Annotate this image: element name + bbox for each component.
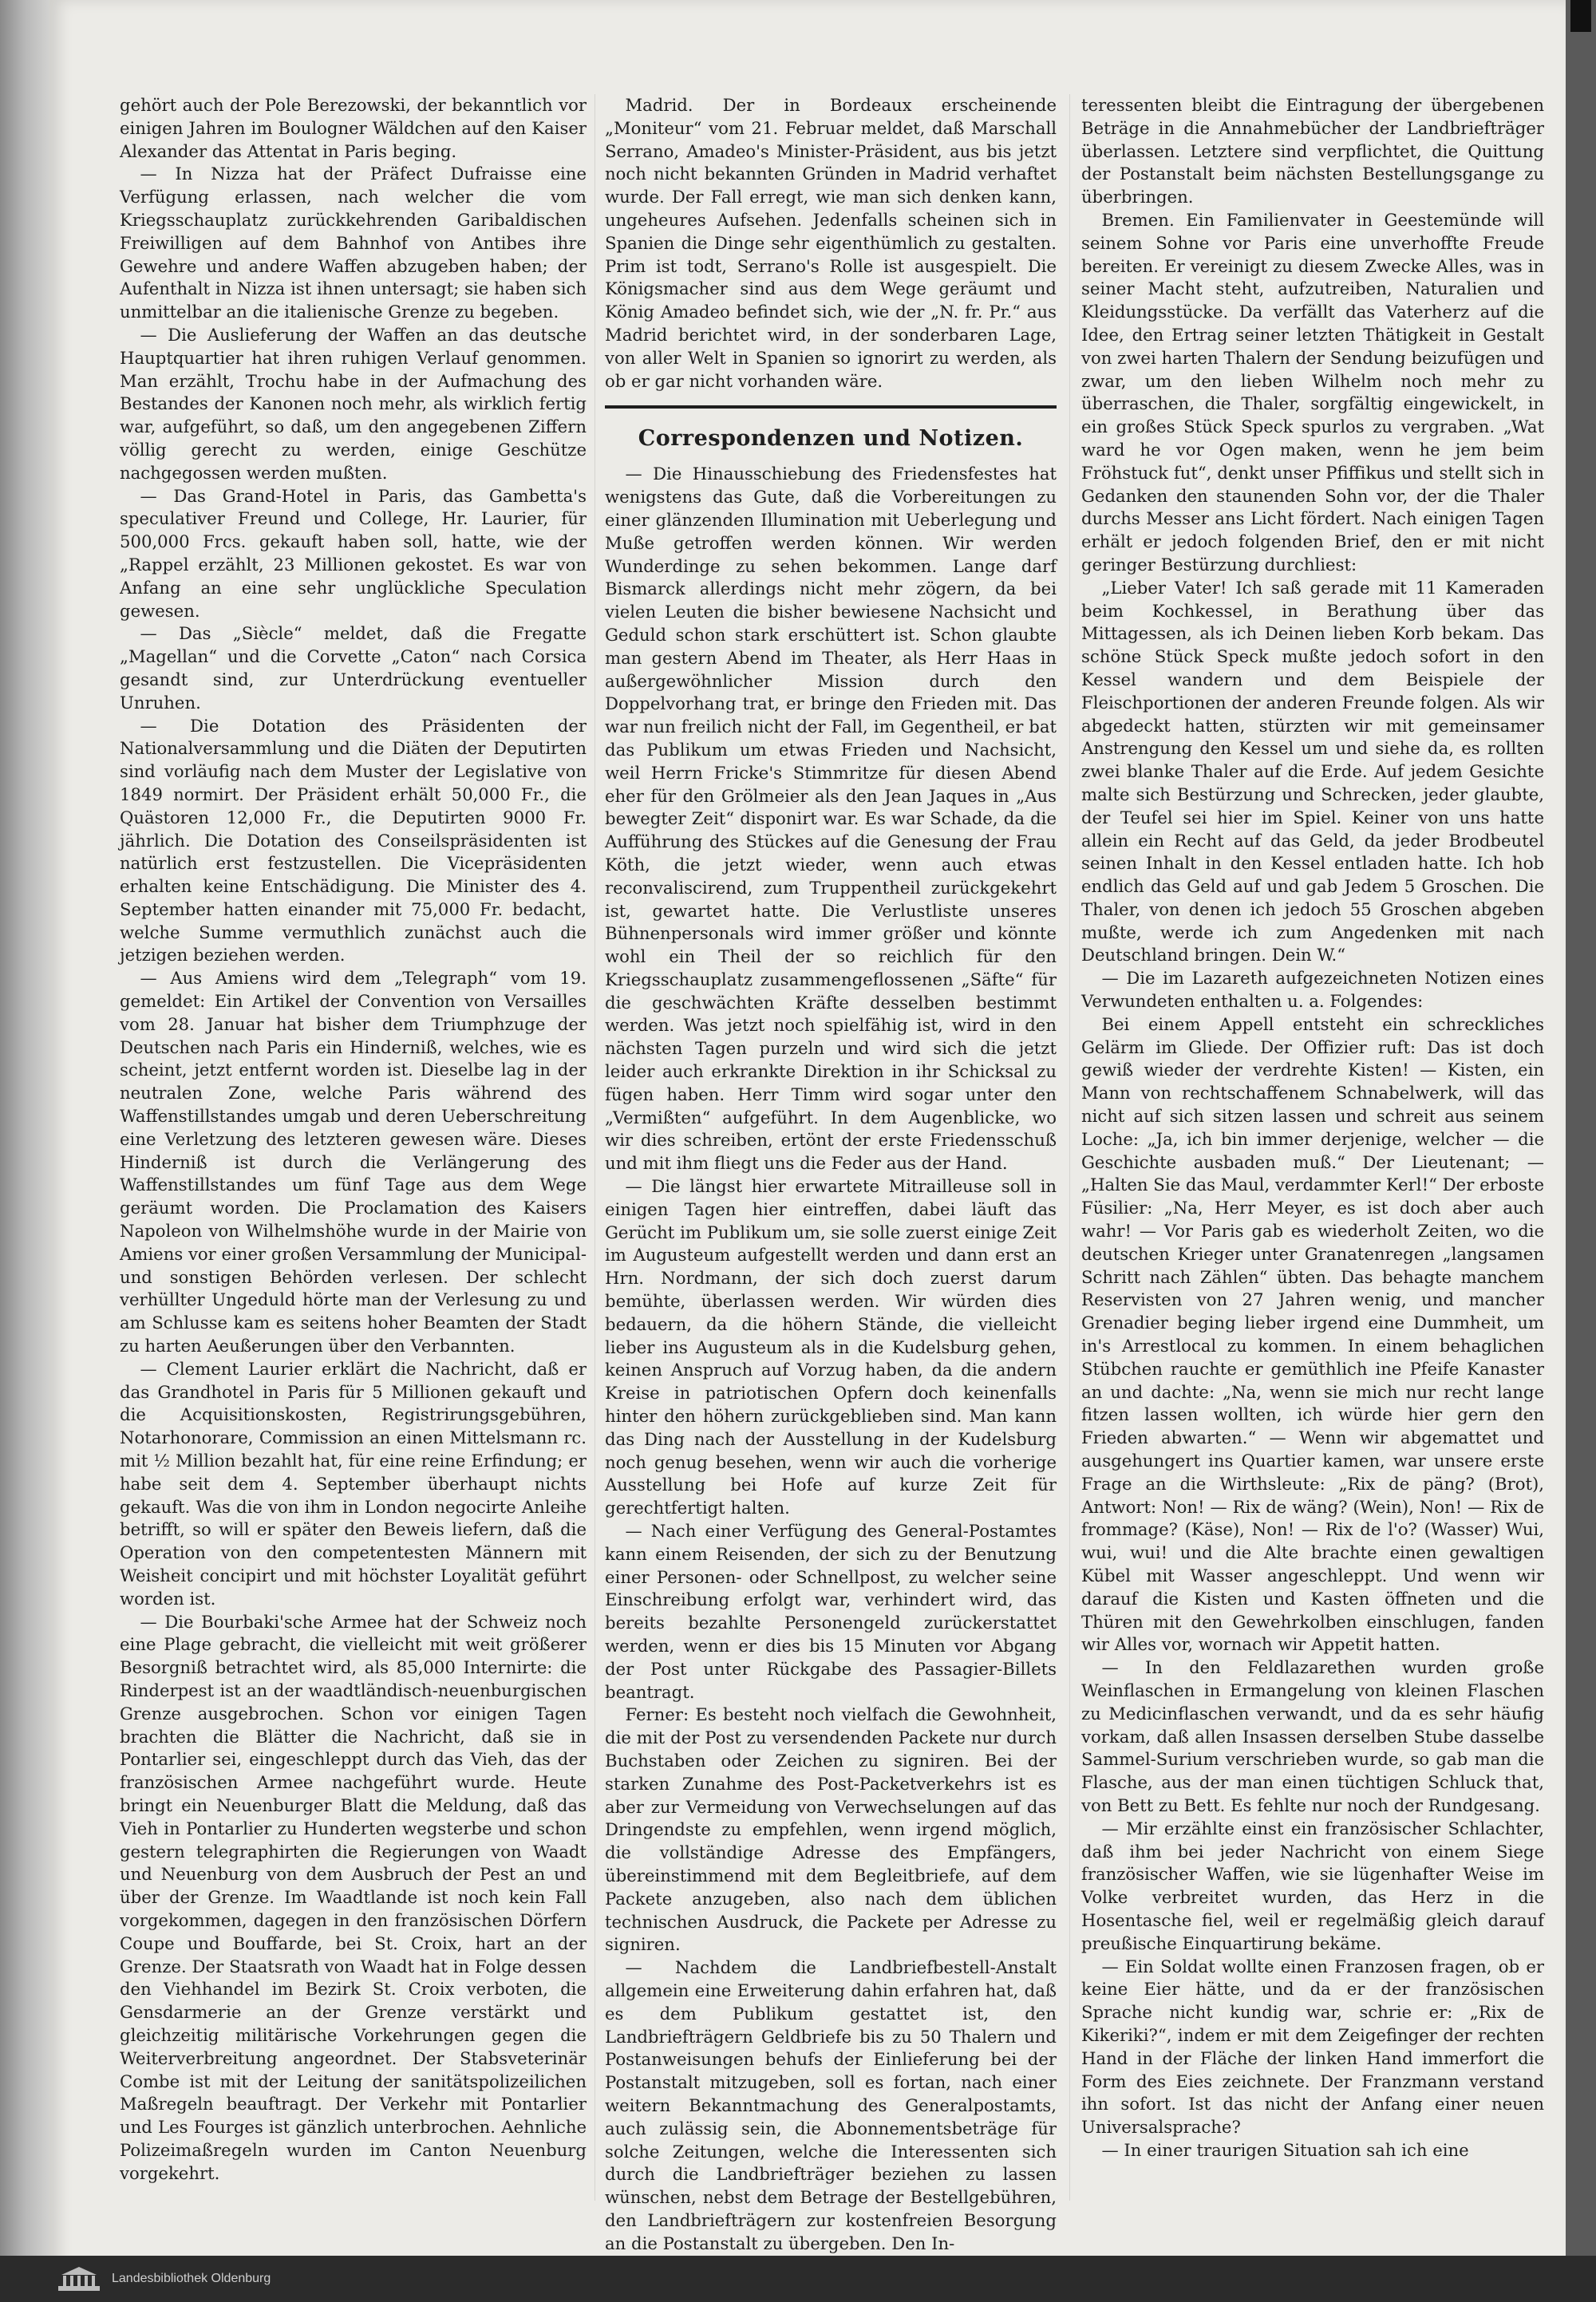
paragraph: Bremen. Ein Familienvater in Geestemünde will seinem Sohne vor Paris eine unverhoffte Freude bereiten. Er vereinigt zu diesem Zwecke Alles, was in seiner Macht steht, aufzutreiben, Naturalien und Kleidungsstücke. Da verfällt das Vaterherz auf die Idee, den Ertrag seiner letzten Thätigkeit in Gestalt von zwei harten Thalern der Sendung beizufügen und zwar, um den lieben Wilhelm noch mehr zu überraschen, die Thaler, sorgfältig eingewickelt, in ein großes Stück Speck spurlos zu vergraben. „Wat ward he vor Ogen maken, wenn he jem beim Fröhstuck fut“, denkt unser Pfiffikus und stellt sich in Gedanken den staunenden Sohn vor, der die Thaler durchs Messer ans Licht fördert. Nach einigen Tagen erhält er jedoch folgenden Brief, den er mit nicht geringer Bestürzung durchliest: <box>1081 209 1544 575</box>
paragraph: Ferner: Es besteht noch vielfach die Gewohnheit, die mit der Post zu versendenden Packete nur durch Buchstaben oder Zeichen zu signiren. Bei der starken Zunahme des Post-Packetverkehrs ist es aber zur Vermeidung von Verwechselungen auf das Dringendste zu empfehlen, wenn irgend möglich, die vollständige Adresse des Empfängers, übereinstimmend mit dem Begleitbriefe, auf dem Packete anzugeben, also nach dem üblichen technischen Ausdruck, die Packete per Adresse zu signiren. <box>605 1704 1057 1955</box>
paragraph: — Die im Lazareth aufgezeichneten Notizen eines Verwundeten enthalten u. a. Folgendes: <box>1081 968 1544 1012</box>
paragraph: — Mir erzählte einst ein französischer Schlachter, daß ihm bei jeder Nachricht von einem Siege französischer Waffen, wie sie lügenhafter Weise im Volke verbreitet wurden, das Herz in die Hosentasche fiel, weil er regelmäßig gleich darauf preußische Einquartirung bekäme. <box>1081 1818 1544 1953</box>
paragraph: — Das Grand-Hotel in Paris, das Gambetta's speculativer Freund und College, Hr. Laurier, für 500,000 Frcs. gekauft haben soll, hatte, wie der „Rappel erzählt, 23 Millionen gekostet. Es war von Anfang an eine sehr unglückliche Speculation gewesen. <box>120 485 587 621</box>
paragraph: — In Nizza hat der Präfect Dufraisse eine Verfügung erlassen, nach welcher die vom Kriegsschauplatz zurückkehrenden Garibaldischen Freiwilligen auf dem Bahnhof von Antibes ihre Gewehre und andere Waffen abzugeben haben; der Aufenthalt in Nizza ist ihnen untersagt; sie haben sich unmittelbar an die italienische Grenze zu begeben. <box>120 164 587 322</box>
paragraph: gehört auch der Pole Berezowski, der bekanntlich vor einigen Jahren im Boulogner Wäldchen auf den Kaiser Alexander das Attentat in Paris beging. <box>120 95 587 161</box>
section-rule <box>605 405 1057 409</box>
paragraph: — Die Hinausschiebung des Friedensfestes hat wenigstens das Gute, daß die Vorbereitungen zu einer glänzenden Illumination mit Ueberlegung und Muße getroffen werden können. Wir werden Wunderdinge zu sehen bekommen. Lange darf Bismarck allerdings nicht mehr zögern, da bei vielen Leuten die bisher bewiesene Nachsicht und Geduld schon stark erschüttert ist. Schon glaubte man gestern Abend im Theater, als Herr Haas in außergewöhnlicher Mission durch den Doppelvorhang trat, er bringe den Frieden mit. Das war nun freilich nicht der Fall, im Gegentheil, er bat das Publikum um etwas Frieden und Nachsicht, weil Herrn Fricke's Stimmritze für diesen Abend eher für den Grölmeier als den Jean Jaques in „Aus bewegter Zeit“ disponirt war. Es war Schade, da die Aufführung des Stückes auf die Genesung der Frau Köth, die jetzt wieder, wenn auch etwas reconvaliscirend, zum Truppentheil zurückgekehrt ist, gewartet hatte. Die Verlustliste unseres Bühnenpersonals wird immer größer und könnte wohl ein Theil der so reichlich für den Kriegsschauplatz zusammengeflossenen „Säfte“ für die geschwächten Kräfte desselben bestimmt werden. Was jetzt noch spielfähig ist, wird in den nächsten Tagen purzeln und wird sich die jetzt leider auch erkrankte Direktion in ihr Schicksal zu fügen haben. Herr Timm wird sogar unter den „Vermißten“ aufgeführt. In dem Augenblicke, wo wir dies schreiben, ertönt der erste Friedensschuß und mit ihm fliegt uns die Feder aus der Hand. <box>605 464 1057 1174</box>
paragraph: — In einer traurigen Situation sah ich eine <box>1101 2139 1469 2160</box>
paragraph: — Clement Laurier erklärt die Nachricht, daß er das Grandhotel in Paris für 5 Millionen gekauft und die Acquisitionskosten, Registrirungsgebühren, Notarhonorare, Commission an einen Mittelsmann rc. mit ½ Million bezahlt hat, für eine reine Erfindung; er habe seit dem 4. September überhaupt nichts gekauft. Was die von ihm in London negocirte Anleihe betrifft, so will er später den Beweis liefern, daß die Operation von den competentesten Männern mit Weisheit concipirt und mit höchster Loyalität geführt worden ist. <box>120 1358 587 1609</box>
letter: „Lieber Vater! Ich saß gerade mit 11 Kameraden beim Kochkessel, in Berathung über das Mittagessen, als ich Deinen lieben Korb bekam. Das schöne Stück Speck mußte jedoch sofort in den Kessel wandern und dem Beispiele der Fleischportionen der anderen Freunde folgen. Als wir abgedeckt hatten, stürzten wir mit gemeinsamer Anstrengung den Kessel um und siehe da, es rollten zwei blanke Thaler auf die Erde. Auf jedem Gesichte malte sich Bestürzung und Schrecken, jeder glaubte, der Teufel sei hier im Spiel. Keiner von uns hatte allein ein Recht auf das Geld, da jeder Brodbeutel seinen Inhalt in den Kessel entladen hatte. Ich hob endlich das Geld auf und gab Jedem 5 Groschen. Die Thaler, von denen ich jedoch 55 Groschen abgeben mußte, werde ich zum Angedenken mit nach Deutschland bringen. Dein W.“ <box>1081 577 1544 965</box>
paragraph: — Nach einer Verfügung des General-Postamtes kann einem Reisenden, der sich zu der Benutzung einer Personen- oder Schnellpost, zu welcher seine Einschreibung erfolgt war, verhindert wird, das bereits bezahlte Personengeld zurückerstattet werden, wenn er dies bis 15 Minuten vor Abgang der Post unter Rückgabe des Passagier-Billets beantragt. <box>605 1521 1057 1702</box>
paragraph: — In den Feldlazarethen wurden große Weinflaschen in Ermangelung von kleinen Flaschen zu Medicinflaschen verwandt, und da es sehr häufig vorkam, daß allen Insassen derselben Stube dasselbe Sammel-Surium verschrieben wurde, so gab man die Flasche, aus der man einen tüchtigen Schluck that, von Bett zu Bett. Es fehlte nur noch der Rundgesang. <box>1081 1657 1544 1815</box>
paragraph: — Die Auslieferung der Waffen an das deutsche Hauptquartier hat ihren ruhigen Verlauf genommen. Man erzählt, Trochu habe in der Aufmachung des Bestandes der Kanonen noch mehr, als wirklich fertig war, aufgeführt, so daß, um den angegebenen Ziffern völlig gerecht zu werden, einige Geschütze nachgegossen werden mußten. <box>120 324 587 483</box>
section-title: Correspondenzen und Notizen. <box>638 426 1024 452</box>
paragraph: — Die Dotation des Präsidenten der Nationalversammlung und die Diäten der Deputirten sind vorläufig nach dem Muster der Legislative von 1849 normirt. Der Präsident erhält 50,000 Fr., die Quästoren 12,000 Fr., die Deputirten 9000 Fr. jährlich. Die Dotation des Conseilspräsidenten ist natürlich erst festzustellen. Die Vicepräsidenten erhalten keine Entschädigung. Die Minister des 4. September hatten einander mit 75,000 Fr. bedacht, welche Summe vermuthlich zunächst auch die jetzigen beziehen werden. <box>120 715 587 965</box>
scan-corner-mark <box>1570 0 1591 32</box>
paragraph: — Die längst hier erwartete Mitrailleuse soll in einigen Tagen hier eintreffen, dabei läuft das Gerücht im Publikum um, sie solle zuerst einige Zeit im Augusteum aufgestellt werden und dann erst an Hrn. Nordmann, der sich doch zuerst darum bemühte, überlassen werden. Wir würden dies bedauern, da die höhern Stände, die vielleicht lieber ins Augusteum als in die Kudelsburg gehen, keinen Anspruch auf Vorzug haben, da die andern Kreise in patriotischen Opfern doch keinenfalls hinter den höhern zurückgeblieben sind. Man kann das Ding nach der Ausstellung in der Kudelsburg noch genug besehen, wenn wir auch die vorherige Ausstellung bei Hofe auf kurze Zeit für gerechtfertigt halten. <box>605 1176 1057 1518</box>
library-building-icon <box>56 2264 102 2293</box>
scan-left-edge <box>0 0 56 2302</box>
paragraph: teressenten bleibt die Eintragung der übergebenen Beträge in die Annahmebücher der Landbriefträger überlassen. Letztere sind verpflichtet, die Quittung der Postanstalt beim nächsten Bestellungsgange zu überbringen. <box>1081 95 1544 207</box>
column-divider <box>1069 94 1070 2201</box>
paragraph: — Das „Siècle“ meldet, daß die Fregatte „Magellan“ und die Corvette „Caton“ nach Corsica gesandt sind, zur Unterdrückung eventueller Unruhen. <box>120 623 587 713</box>
paragraph: Bei einem Appell entsteht ein schreckliches Gelärm im Gliede. Der Offizier ruft: Das ist doch gewiß wieder der verdrehte Kisten! — Kisten, ein Mann von rechtschaffenem Schnabelwerk, will das nicht auf sich sitzen lassen und schreit aus seinem Loche: „Ja, ich bin immer derjenige, welcher — die Geschichte ausbaden muß.“ Der Lieutenant; — „Halten Sie das Maul, verdammter Kerl!“ Der erboste Füsilier: „Na, Herr Meyer, es ist doch aber auch wahr! — Vor Paris gab es wiederholt Zeiten, wo die deutschen Krieger unter Granatenregen „langsamen Schritt nach Zählen“ übten. Das behagte manchem Reservisten von 27 Jahren wenig, und mancher Grenadier beging lieber irgend eine Dummheit, um in's Arrestlocal zu kommen. In einem behaglichen Stübchen rauchte er gemüthlich ine Pfeife Kanaster an und dachte: „Na, wenn sie mich nur recht lange fitzen lassen wollten, ich würde hier gern den Frieden abwarten.“ — Wenn wir abgemattet und ausgehungert ins Quartier kamen, war unsere erste Frage an die Wirthsleute: „Rix de päng? (Brot), Antwort: Non! — Rix de wäng? (Wein), Non! — Rix de frommage? (Käse), Non! — Rix de l'o? (Wasser) Wui, wui, wui! und die Alte brachte einen gewaltigen Kübel mit Wasser angeschleppt. Und wenn wir darauf die Kisten und Kasten öffneten und die Thüren mit den Gewehrkolben einschlugen, fanden wir Alles vor, wornach wir Appetit hatten. <box>1081 1013 1544 1655</box>
madrid-article: Madrid. Der in Bordeaux erscheinende „Moniteur“ vom 21. Februar meldet, daß Marschall Serrano, Amadeo's Minister-Präsident, aus bis jetzt noch nicht bekannten Gründen in Madrid verhaftet wurde. Der Fall erregt, wie man sich denken kann, ungeheures Aufsehen. Jedenfalls scheinen sich in Spanien die Dinge sehr eigenthümlich zu gestalten. Prim ist todt, Serrano's Rolle ist ausgespielt. Die Königsmacher sind aus dem Wege geräumt und König Amadeo befindet sich, wie der „N. fr. Pr.“ aus Madrid berichtet wird, in der sonderbaren Lage, von aller Welt in Spanien so ignorirt zu werden, als ob er gar nicht vorhanden wäre. <box>605 95 1057 391</box>
paragraph: — Nachdem die Landbriefbestell-Anstalt allgemein eine Erweiterung dahin erfahren hat, daß es dem Publikum gestattet ist, den Landbriefträgern Geldbriefe bis zu 50 Thalern und Postanweisungen behufs der Einlieferung bei der Postanstalt mitzugeben, soll es fortan, nach einer weitern Bekanntmachung des Generalpostamts, auch zulässig sein, die Abonnementsbeträge für solche Zeitungen, welche die Interessenten sich durch die Landbriefträger beziehen zu lassen wünschen, nebst dem Betrage der Bestellgebühren, den Landbriefträgern zur kostenfreien Besorgung an die Postanstalt zu übergeben. Den In- <box>605 1957 1057 2253</box>
column-3 <box>1081 94 1544 2162</box>
library-name: Landesbibliothek Oldenburg <box>112 2272 271 2285</box>
scan-right-edge <box>1566 0 1596 2302</box>
column-1 <box>120 94 587 2186</box>
library-footer <box>0 2256 1596 2302</box>
paragraph: — Aus Amiens wird dem „Telegraph“ vom 19. gemeldet: Ein Artikel der Convention von Versailles vom 28. Januar hat bisher dem Triumphzuge der Deutschen nach Paris ein Hinderniß, welches, wie es scheint, jetzt entfernt worden ist. Dieselbe lag in der neutralen Zone, welche Paris während des Waffenstillstandes umgab und deren Ueberschreitung eine Verletzung des letzteren gewesen wäre. Dieses Hinderniß ist durch die Verlängerung des Waffenstillstandes um fünf Tage aus dem Wege geräumt worden. Die Proclamation des Kaisers Napoleon von Wilhelmshöhe wurde in der Mairie von Amiens vor einer großen Versammlung der Municipal- und sonstigen Behörden verlesen. Der schlecht verhüllter Ungeduld hörte man der Verlesung zu und am Schlusse kam es seitens hoher Beamten der Stadt zu harten Aeußerungen über den Verbannten. <box>120 968 587 1356</box>
column-2 <box>605 94 1057 2256</box>
paragraph: — Die Bourbaki'sche Armee hat der Schweiz noch eine Plage gebracht, die vielleicht mit weit größerer Besorgniß betrachtet wird, als 85,000 Internirte: die Rinderpest ist an der waadtländisch-neuenburgischen Grenze ausgebrochen. Schon vor einigen Tagen brachten die Blätter die Nachricht, daß sie in Pontarlier sei, eingeschleppt durch das Vieh, das der französischen Armee nachgeführt wurde. Heute bringt ein Neuenburger Blatt die Meldung, daß das Vieh in Pontarlier zu Hunderten wegsterbe und schon gestern telegraphirten die Regierungen von Waadt und Neuenburg von dem Ausbruch der Pest an und über der Grenze. Im Waadtlande ist noch kein Fall vorgekommen, dagegen in den französischen Dörfern Coupe und Bouffarde, bei St. Croix, hart an der Grenze. Der Staatsrath von Waadt hat in Folge dessen den Viehhandel im Bezirk St. Croix verboten, die Gensdarmerie an der Grenze verstärkt und gleichzeitig militärische Vorkehrungen gegen die Weiterverbreitung angeordnet. Der Stabsveterinär Combe ist mit der Leitung der sanitätspolizeilichen Maßregeln beauftragt. Der Verkehr mit Pontarlier und Les Fourges ist gänzlich unterbrochen. Aehnliche Polizeimaßregeln wurden im Canton Neuenburg vorgekehrt. <box>120 1611 587 2183</box>
paragraph: — Ein Soldat wollte einen Franzosen fragen, ob er keine Eier hätte, und da er der französischen Sprache nicht kundig war, schrie er: „Rix de Kikeriki?“, indem er mit dem Zeigefinger der rechten Hand in der Fläche der linken Hand immerfort die Form des Eies zeichnete. Der Franzmann verstand ihn sofort. Ist das nicht der Anfang einer neuen Universalsprache? <box>1081 1956 1544 2138</box>
